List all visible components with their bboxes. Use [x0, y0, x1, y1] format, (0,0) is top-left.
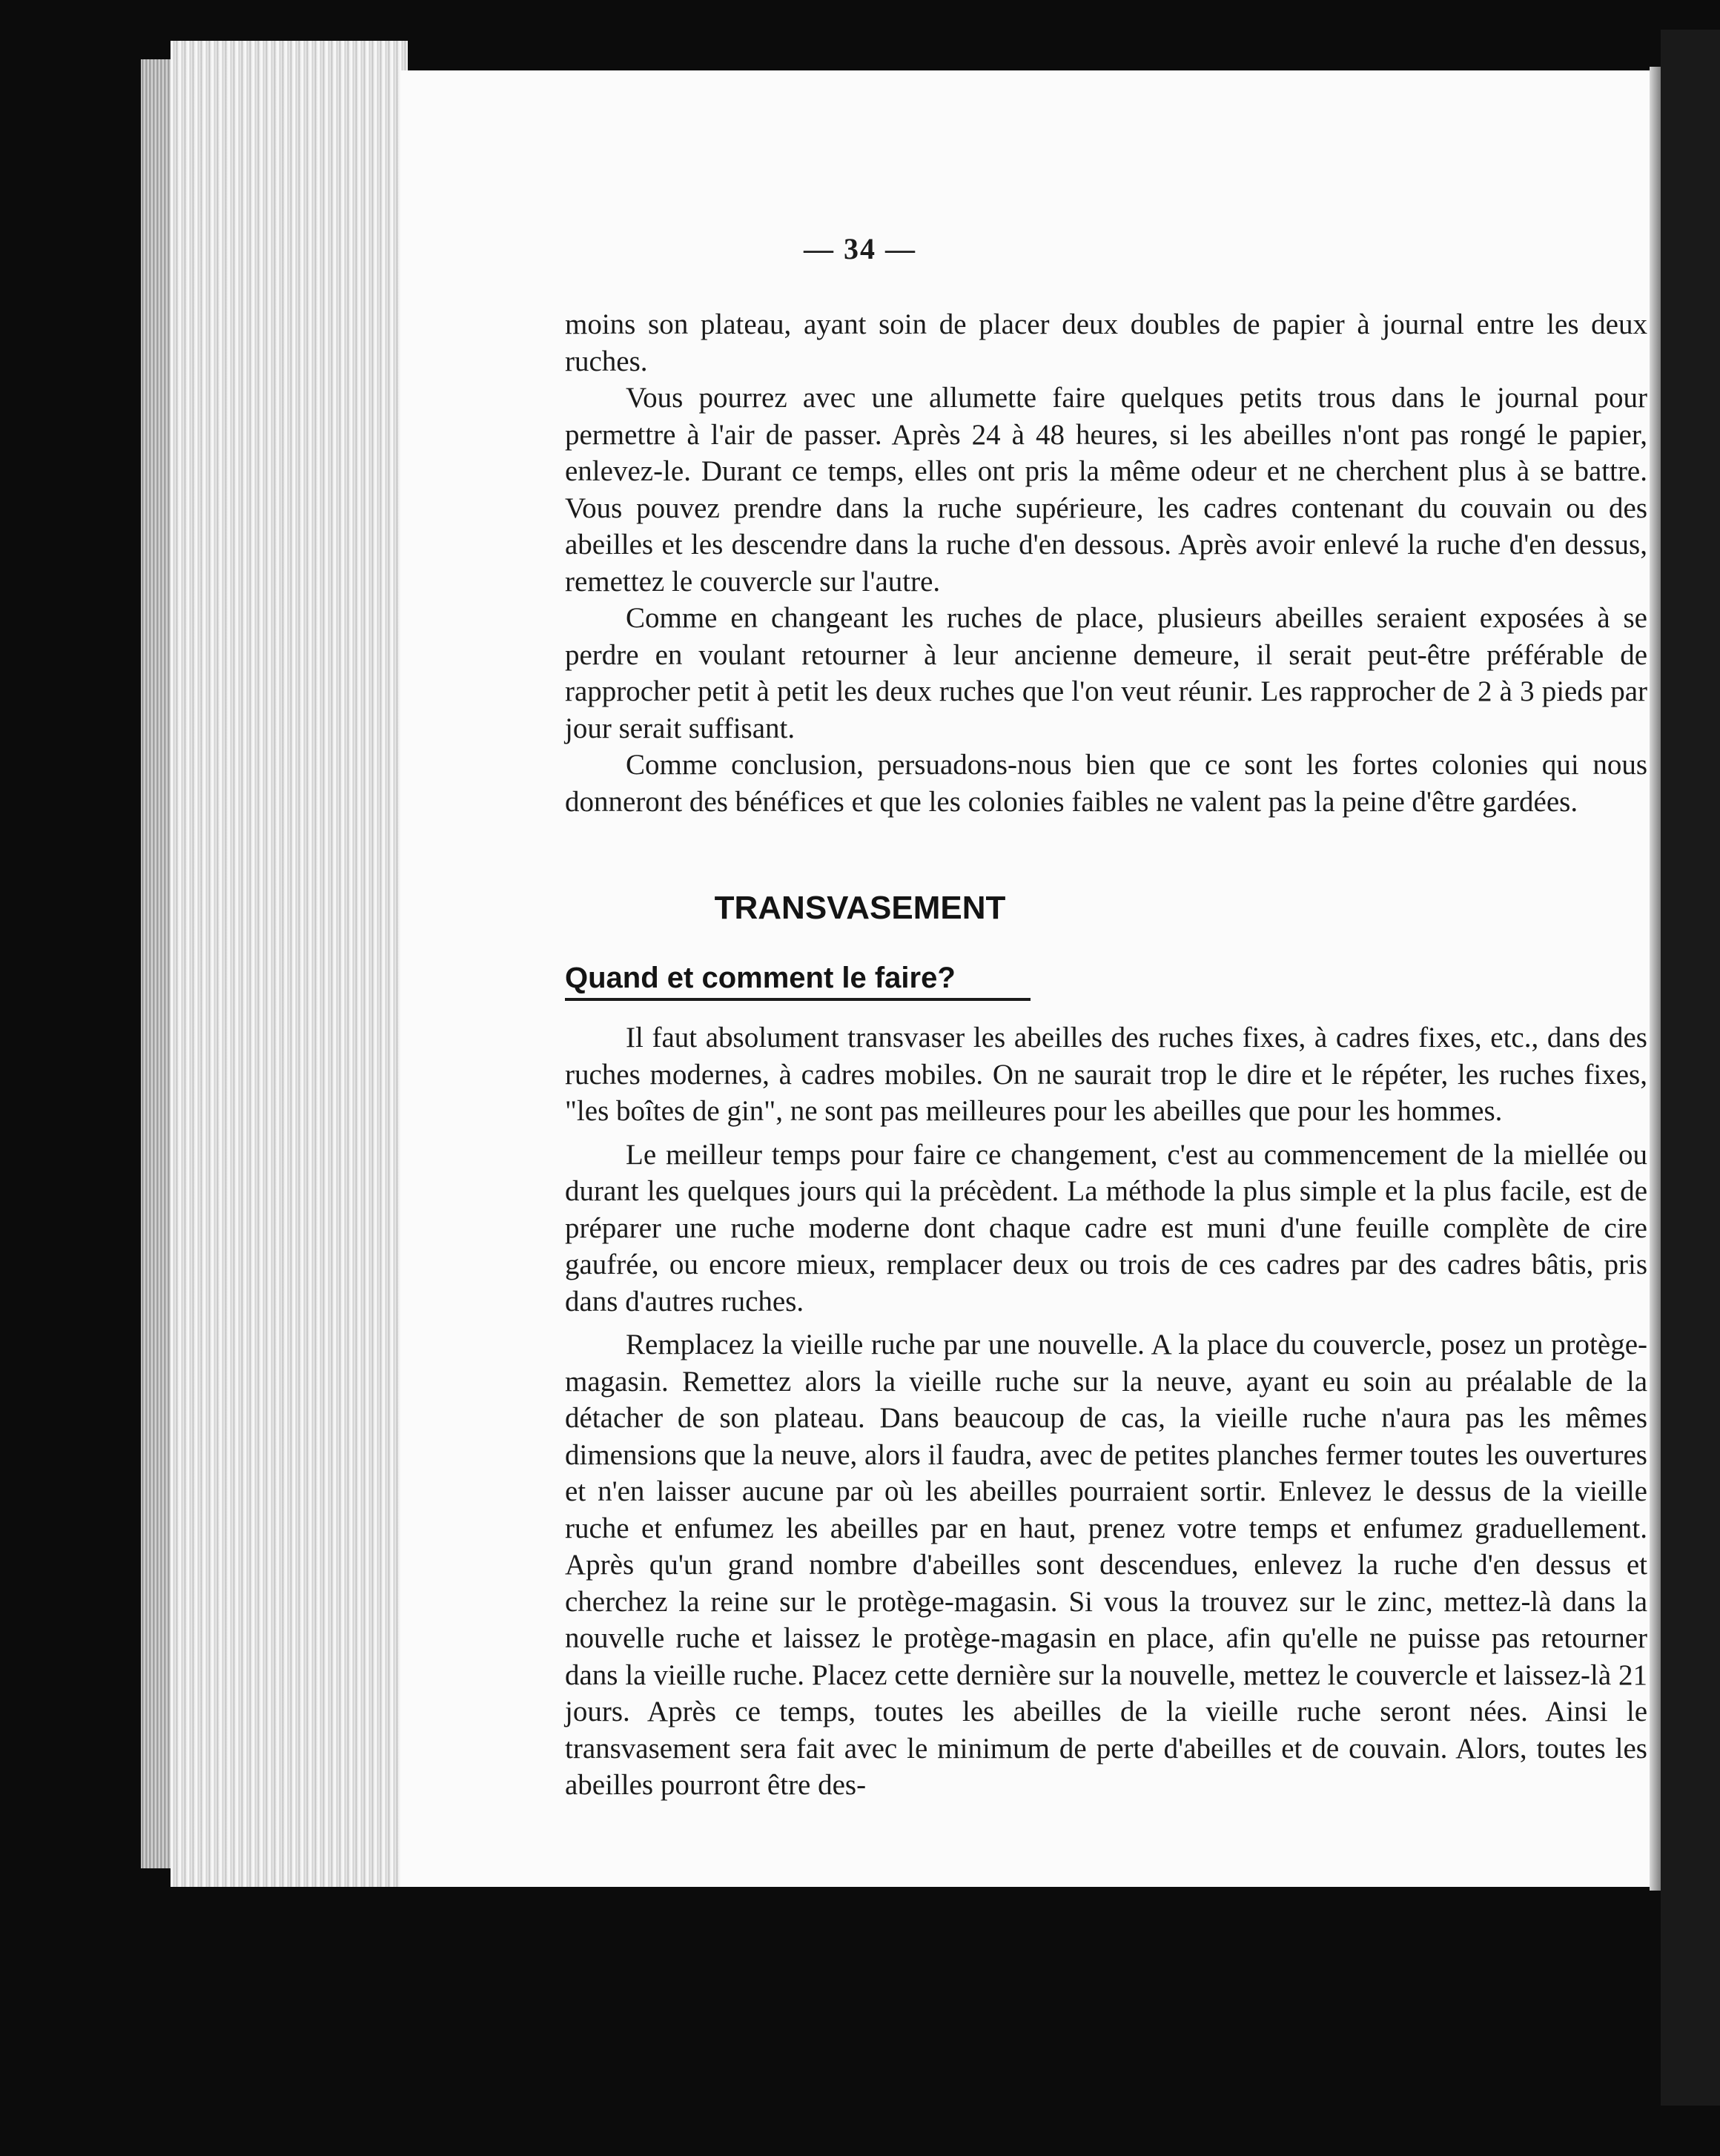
paragraph: Comme conclusion, persuadons-nous bien que ce sont les fortes colonies qui nous donneront des bénéfices et que les colonies faibles ne valent pas la peine d'être gardées.: [565, 749, 1647, 818]
paragraph: Comme en changeant les ruches de place, plusieurs abeilles seraient exposées à se perdre en voulant retourner à leur ancienne demeure, il serait peut-être préférable de rapprocher petit à petit les deux ruches que l'on veut réunir. Les rapprocher de 2 à 3 pieds par jour serait suffisant.: [565, 602, 1647, 744]
page-stack-edge: [141, 59, 174, 1868]
paragraph: Remplacez la vieille ruche par une nouvelle. A la place du couvercle, posez un protège-magasin. Remettez alors la vieille ruche sur la neuve, ayant eu soin au préalable de la détacher de son plateau. Dans beaucoup de cas, la vieille ruche n'aura pas les mêmes dimensions que la neuve, alors il faudra, avec de petites planches fermer toutes les ouvertures et n'en laisser aucune par où les abeilles pourraient sortir. Enlevez le dessus de la vieille ruche et enfumez les abeilles par en haut, prenez votre temps et enfumez graduellement. Après qu'un grand nombre d'abeilles sont descendues, enlevez la ruche d'en dessus et cherchez la reine sur le protège-magasin. Si vous la trouvez sur le zinc, mettez-là dans la nouvelle ruche et laissez le protège-magasin en place, afin qu'elle ne puisse pas retourner dans la vieille ruche. Placez cette dernière sur la nouvelle, mettez le couvercle et laissez-là 21 jours. Après ce temps, toutes les abeilles de la vieille ruche seront nées. Ainsi le transvasement sera fait avec le minimum de perte d'abeilles et de couvain. Alors, toutes les abeilles pourront être des-: [565, 1329, 1647, 1801]
book-spine: [1661, 30, 1720, 2106]
paragraph: Il faut absolument transvaser les abeilles des ruches fixes, à cadres fixes, etc., dans des ruches modernes, à cadres mobiles. On ne saurait trop le dire et le répéter, les ruches fixes, "les boîtes de gin", ne sont pas meilleures pour les abeilles que pour les hommes.: [565, 1022, 1647, 1127]
subheading-underline: [565, 998, 1031, 1001]
body-text-section-2: [565, 1019, 1647, 1805]
paragraph: Le meilleur temps pour faire ce changement, c'est au commencement de la miellée ou durant les quelques jours qui la précèdent. La méthode la plus simple et la plus facile, est de préparer une ruche moderne dont chaque cadre est muni d'une feuille complète de cire gaufrée, ou encore mieux, remplacer deux ou trois de ces cadres par des cadres bâtis, pris dans d'autres ruches.: [565, 1138, 1647, 1317]
section-heading: TRANSVASEMENT: [714, 890, 1006, 926]
page-stack: [171, 41, 408, 1887]
paragraph: Vous pourrez avec une allumette faire quelques petits trous dans le journal pour permettre à l'air de passer. Après 24 à 48 heures, si les abeilles n'ont pas rongé le papier, enlevez-le. Durant ce temps, elles ont pris la même odeur et ne cherchent plus à se battre. Vous pouvez prendre dans la ruche supérieure, les cadres contenant du couvain ou des abeilles et les descendre dans la ruche d'en dessous. Après avoir enlevé la ruche d'en dessus, remettez le couvercle sur l'autre.: [565, 382, 1647, 598]
page-number: — 34 —: [804, 232, 916, 265]
paragraph: moins son plateau, ayant soin de placer deux doubles de papier à journal entre les deux ruches.: [565, 308, 1647, 377]
section-subheading: Quand et comment le faire?: [565, 962, 956, 994]
body-text-section-1: [565, 306, 1647, 820]
